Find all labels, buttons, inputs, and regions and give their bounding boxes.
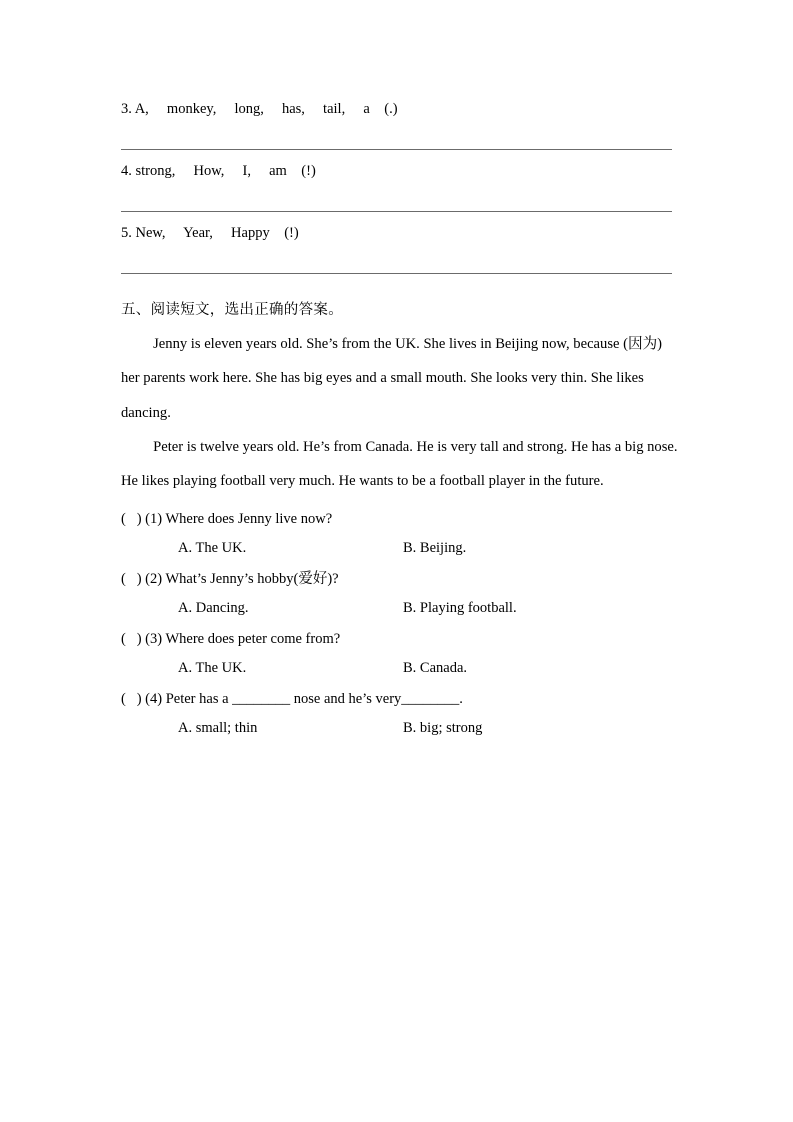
question-3-options — [121, 659, 672, 678]
question-2-number: (2) — [145, 571, 166, 588]
question-2 — [121, 570, 672, 618]
question-4-answer-bracket[interactable]: ( ) — [121, 690, 146, 707]
scramble-item-5-text — [121, 222, 672, 242]
question-1 — [121, 510, 672, 558]
question-3-text — [121, 630, 672, 649]
scramble-item-4-number: 4. — [121, 163, 132, 179]
question-1-answer-bracket[interactable]: ( ) — [121, 511, 146, 528]
question-2-answer-bracket[interactable]: ( ) — [121, 571, 146, 588]
question-4-number: (4) — [145, 690, 166, 707]
question-3-answer-bracket[interactable]: ( ) — [121, 631, 146, 648]
question-3-option-a[interactable]: A. The UK. — [178, 659, 247, 676]
scramble-item-3-text — [121, 98, 672, 118]
question-1-number: (1) — [145, 511, 166, 528]
question-4-text — [121, 690, 672, 709]
reading-comprehension-section — [121, 298, 678, 738]
scramble-item-3-number: 3. — [121, 101, 132, 117]
question-1-option-a[interactable]: A. The UK. — [178, 540, 247, 557]
passage-paragraph-2: Peter is twelve years old. He’s from Canada. He is very tall and strong. He has a big nose. He likes playing football very much. He wants to be a football player in the future. — [121, 438, 678, 490]
answer-line-3[interactable] — [121, 149, 672, 150]
page-content — [121, 98, 678, 738]
question-2-option-b[interactable]: B. Playing football. — [403, 600, 517, 617]
scramble-item-3-words: A, monkey, long, has, tail, a (.) — [134, 101, 398, 117]
question-4-options — [121, 719, 672, 738]
section-five-heading: 五、阅读短文，选出正确的答案。 — [121, 302, 343, 318]
question-2-option-a[interactable]: A. Dancing. — [178, 600, 249, 617]
question-4 — [121, 690, 672, 738]
question-1-options — [121, 539, 672, 558]
question-3-prompt: Where does peter come from? — [165, 631, 341, 648]
question-3 — [121, 630, 672, 678]
scramble-item-4-words: strong, How, I, am (!) — [135, 163, 316, 179]
answer-line-4[interactable] — [121, 211, 672, 212]
question-1-option-b[interactable]: B. Beijing. — [403, 540, 467, 557]
question-2-text — [121, 570, 672, 589]
question-2-prompt: What’s Jenny’s hobby(爱好)? — [165, 571, 339, 588]
scramble-item-5 — [121, 222, 672, 284]
question-2-options — [121, 599, 672, 618]
scramble-item-5-words: New, Year, Happy (!) — [135, 225, 299, 241]
question-1-text — [121, 510, 672, 529]
scramble-item-4 — [121, 160, 672, 222]
question-4-prompt: Peter has a ________ nose and he’s very________. — [165, 690, 463, 707]
question-3-number: (3) — [145, 631, 166, 648]
sentence-ordering-section — [121, 98, 672, 284]
question-3-option-b[interactable]: B. Canada. — [403, 659, 468, 676]
question-1-prompt: Where does Jenny live now? — [165, 511, 333, 528]
scramble-item-4-text — [121, 160, 672, 180]
scramble-item-3 — [121, 98, 672, 160]
scramble-item-5-number: 5. — [121, 225, 132, 241]
answer-line-5[interactable] — [121, 273, 672, 274]
question-list — [121, 510, 672, 737]
passage-paragraph-1: Jenny is eleven years old. She’s from the UK. She lives in Beijing now, because (因为) her parents work here. She has big eyes and a small mouth. She looks very thin. She likes dancing. — [121, 336, 663, 421]
question-4-option-b[interactable]: B. big; strong — [403, 719, 483, 736]
question-4-option-a[interactable]: A. small; thin — [178, 719, 258, 736]
